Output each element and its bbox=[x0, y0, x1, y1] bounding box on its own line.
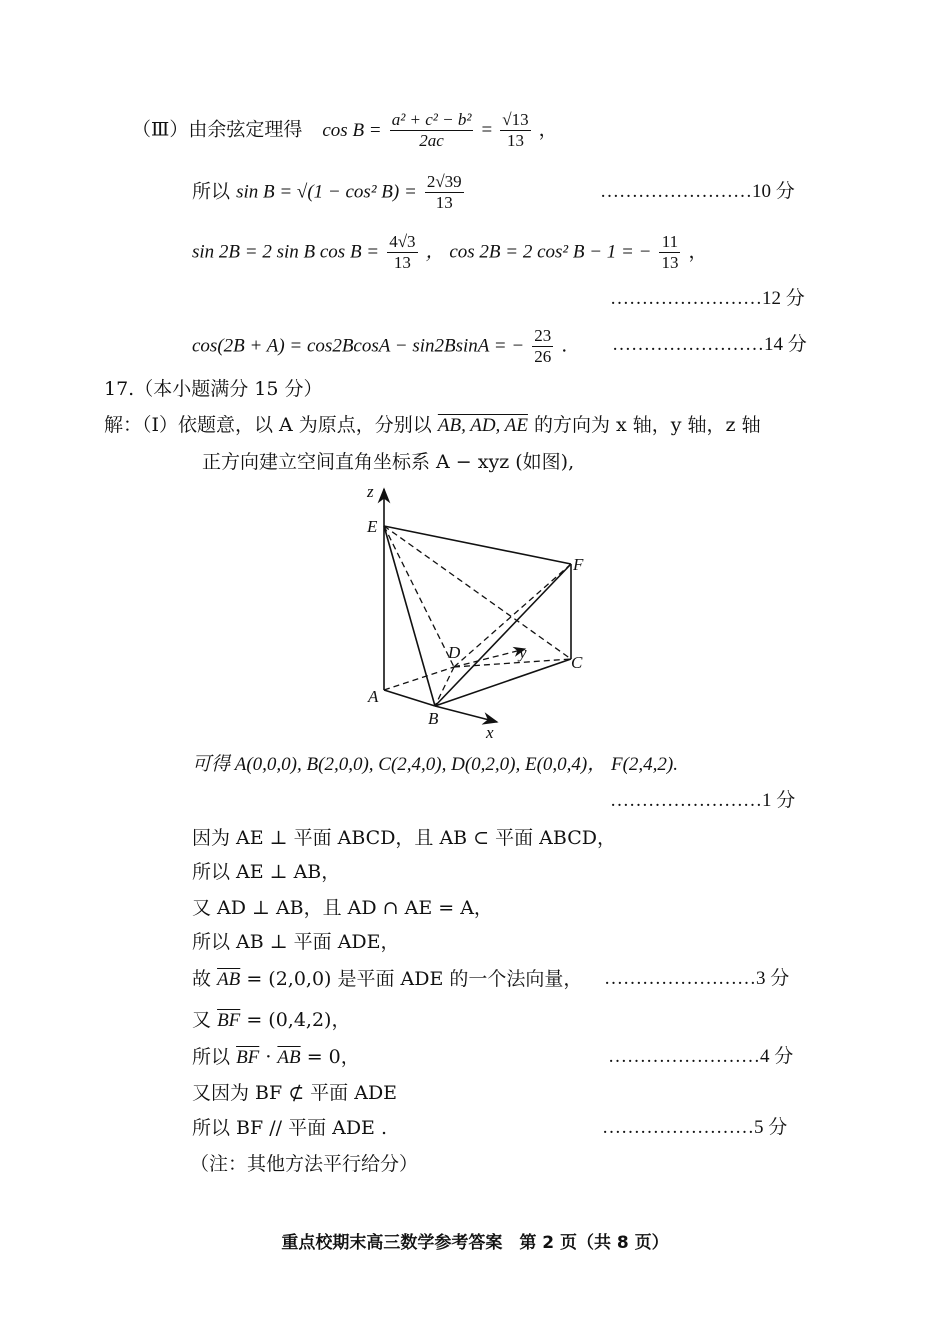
fraction-denominator: 2ac bbox=[419, 131, 444, 150]
equals-sign: = bbox=[481, 119, 493, 141]
x-axis bbox=[435, 706, 497, 722]
cos2BA-expression: cos(2B + A) = cos2BcosA − sin2BsinA = − bbox=[192, 335, 525, 357]
axis-directions: 的方向为 x 轴，y 轴，z 轴 bbox=[533, 414, 761, 436]
cos2B-expression: ， cos 2B = 2 cos² B − 1 = − bbox=[425, 241, 652, 263]
fraction-numerator: √13 bbox=[502, 110, 529, 129]
so-prefix: 所以 bbox=[192, 1046, 231, 1068]
score-5: ……………………5 分 bbox=[602, 1117, 788, 1138]
q17-solution-line2: 正方向建立空间直角坐标系 A − xyz (如图), bbox=[202, 451, 575, 473]
fraction-denominator: 13 bbox=[661, 253, 679, 272]
fraction-denominator: 26 bbox=[534, 347, 552, 366]
q17-title: 17.（本小题满分 15 分） bbox=[104, 378, 323, 400]
dot-product-line bbox=[192, 1045, 360, 1070]
cos2BA-fraction bbox=[532, 326, 553, 367]
part3-cosB-line bbox=[132, 110, 558, 151]
bf-vector-text: = (0,4,2)， bbox=[246, 1009, 351, 1031]
cosB-fraction bbox=[390, 110, 474, 151]
sinB-expression: sin B = √(1 − cos² B) = bbox=[236, 181, 417, 203]
fraction-numerator: 11 bbox=[659, 232, 680, 253]
so-prefix: 所以 bbox=[192, 180, 231, 203]
label-B: B bbox=[428, 709, 439, 728]
score-14: ……………………14 分 bbox=[612, 334, 807, 355]
bf-vector-line bbox=[192, 1008, 350, 1033]
q17-solution-line1 bbox=[104, 413, 761, 438]
fraction-numerator: 23 bbox=[534, 326, 552, 345]
label-A: A bbox=[368, 687, 379, 706]
fraction-denominator: 13 bbox=[435, 193, 453, 212]
vector-BF: $\overline{BF}$ bbox=[236, 1047, 260, 1068]
fraction-numerator: 4√3 bbox=[389, 232, 416, 251]
vector-AB: $\overline{AB}$ bbox=[277, 1047, 301, 1068]
label-E: E bbox=[367, 517, 378, 536]
step-3: 又 AD ⊥ AB，且 AD ∩ AE = A， bbox=[192, 897, 493, 919]
also-prefix: 又 bbox=[192, 1009, 212, 1031]
solution-intro: 解：（Ⅰ）依题意，以 A 为原点，分别以 bbox=[104, 414, 432, 436]
axis-vectors: AB, AD, AE bbox=[437, 415, 528, 436]
label-y: y bbox=[519, 643, 527, 662]
fraction-numerator: a² + c² − b² bbox=[391, 110, 472, 129]
sin2B-fraction bbox=[387, 232, 417, 273]
score-1: ……………………1 分 bbox=[610, 790, 796, 811]
part3-double-angle-line bbox=[192, 232, 708, 273]
score-10: ……………………10 分 bbox=[600, 181, 795, 202]
step-2: 所以 AE ⊥ AB， bbox=[192, 861, 341, 883]
cos2B-fraction bbox=[659, 232, 680, 273]
vector-AB: $\overline{AB}$ bbox=[217, 969, 241, 990]
fraction-denominator: 13 bbox=[393, 253, 411, 272]
cosB-value-fraction bbox=[500, 110, 530, 151]
comma: ， bbox=[538, 118, 558, 141]
dot-result: = 0， bbox=[306, 1046, 360, 1068]
comma: ， bbox=[688, 240, 708, 263]
cosB-lhs: cos B = bbox=[322, 119, 382, 141]
step-4: 所以 AB ⊥ 平面 ADE， bbox=[192, 931, 400, 953]
label-z: z bbox=[367, 482, 374, 501]
score-4: ……………………4 分 bbox=[608, 1046, 794, 1067]
fraction-numerator: 2√39 bbox=[426, 172, 462, 191]
coords-line bbox=[192, 752, 678, 777]
fraction-denominator: 13 bbox=[506, 131, 524, 150]
label-x: x bbox=[486, 723, 494, 742]
coordinate-figure bbox=[350, 478, 590, 743]
sinB-fraction bbox=[425, 172, 464, 213]
note-line: （注：其他方法平行给分） bbox=[190, 1153, 419, 1175]
part3-label: （Ⅲ）由余弦定理得 bbox=[132, 118, 303, 141]
part3-cos2BA-line bbox=[192, 326, 567, 367]
label-D: D bbox=[448, 643, 461, 662]
page-footer: 重点校期末高三数学参考答案 第 2 页（共 8 页） bbox=[281, 1233, 669, 1253]
step-1: 因为 AE ⊥ 平面 ABCD，且 AB ⊂ 平面 ABCD， bbox=[192, 827, 616, 849]
normal-vector-line bbox=[192, 967, 582, 992]
vector-BF: $\overline{BF}$ bbox=[217, 1010, 241, 1031]
therefore-prefix: 故 bbox=[192, 968, 212, 990]
point-coordinates: 可得 A(0,0,0), B(2,0,0), C(2,4,0), D(0,2,0), E(0,0,4)， F(2,4,2). bbox=[192, 754, 678, 775]
not-in-plane-line: 又因为 BF ⊄ 平面 ADE bbox=[192, 1082, 398, 1104]
sin2B-expression: sin 2B = 2 sin B cos B = bbox=[192, 241, 380, 263]
label-F: F bbox=[573, 555, 584, 574]
dot-operator: · bbox=[265, 1046, 278, 1068]
score-12: ……………………12 分 bbox=[610, 288, 805, 309]
score-3: ……………………3 分 bbox=[604, 968, 790, 989]
period: . bbox=[561, 334, 568, 357]
part3-sinB-line bbox=[192, 172, 466, 213]
normal-vector-text: = (2,0,0) 是平面 ADE 的一个法向量， bbox=[246, 968, 583, 990]
label-C: C bbox=[571, 653, 583, 672]
parallel-line: 所以 BF // 平面 ADE . bbox=[192, 1117, 388, 1139]
